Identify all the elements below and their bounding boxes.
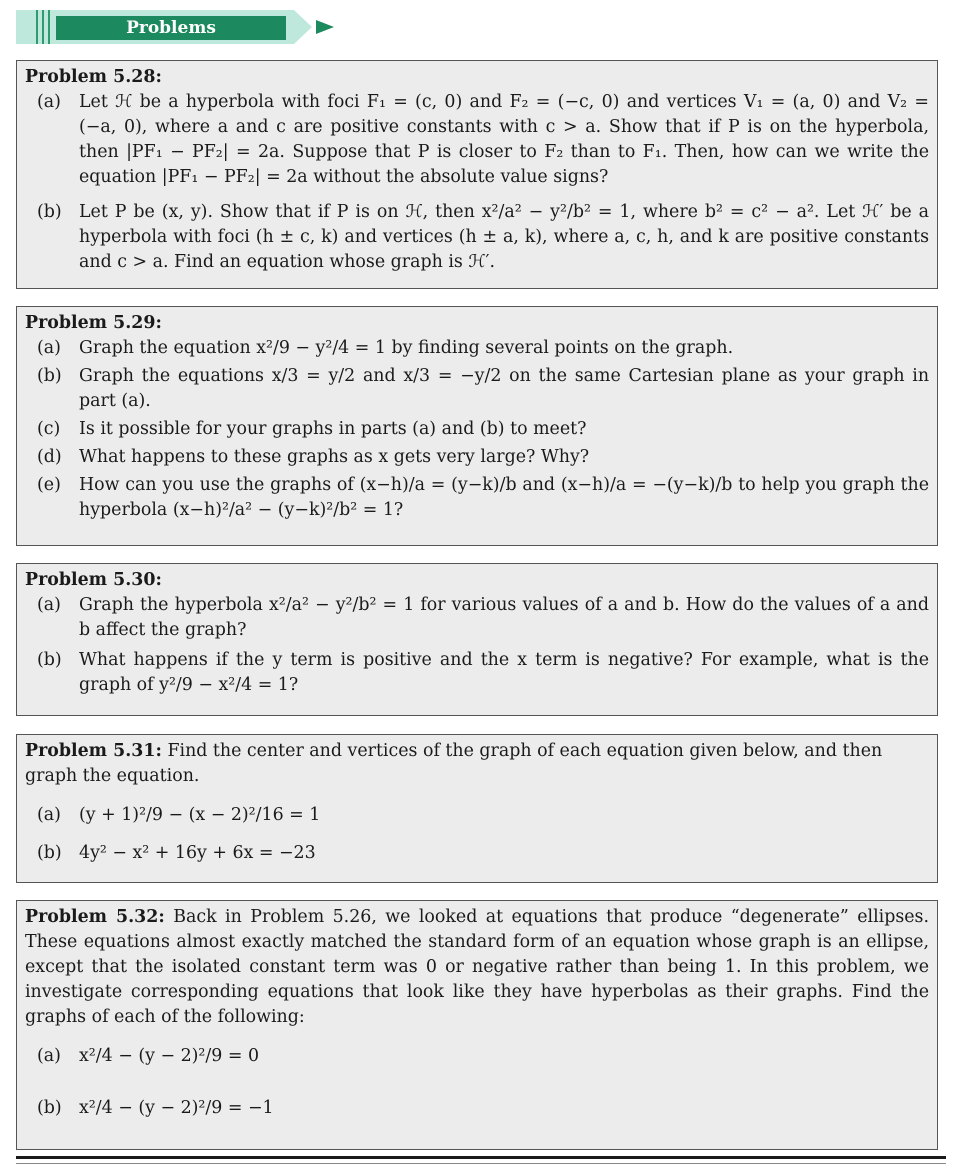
equation: (x−h)²/a² − (y−k)²/b² = 1?: [172, 500, 404, 520]
problems-banner: [16, 10, 322, 44]
text-after: to help you graph the hyperbola: [79, 475, 930, 520]
part-text: [79, 336, 929, 361]
part-label: (a): [37, 1045, 61, 1066]
bottom-rule-thin: [16, 1163, 946, 1164]
problem-part-a: [37, 90, 929, 190]
part-label: (b): [37, 650, 62, 670]
intro-text: Find the center and vertices of the graph of each equation given below, and then graph the equation.: [25, 741, 883, 786]
text-before: Graph the equations: [79, 366, 264, 386]
problem-part-a: [37, 789, 929, 841]
equation: x/3 = y/2: [271, 366, 356, 386]
equation: x²/a² − y²/b² = 1: [268, 595, 415, 615]
intro-text: Back in Problem 5.26, we looked at equations that produce “degenerate” ellipses. These equations almost exactly matched the standard form of an equation whose graph is an ellipse, except that the isolated constant term was 0 or negative rather than being 1. In this problem, we investigate corresponding equations that look like they have hyperbolas as their graphs. Find the graphs of each of the following:: [25, 907, 930, 1027]
text-after: for various values of a and b. How do the values of a and b affect the graph?: [79, 595, 929, 640]
part-text: Is it possible for your graphs in parts (a) and (b) to meet?: [79, 419, 587, 439]
text-before: What happens if the y term is positive and the x term is negative? For example, what is the graph of: [79, 650, 929, 695]
part-label: (a): [37, 338, 61, 358]
part-label: (b): [37, 843, 62, 863]
problem-5-29: [16, 306, 938, 546]
problem-part-a: [37, 336, 929, 361]
equation: x²/4 − (y − 2)²/9 = −1: [79, 1097, 274, 1118]
text-before: Let P be (x, y). Show that if P is on ℋ, then: [79, 202, 475, 222]
equation: (x−h)/a = −(y−k)/b: [560, 475, 733, 495]
bottom-rule-thick: [16, 1156, 946, 1159]
part-label: (b): [37, 202, 62, 222]
text-mid: and: [362, 366, 396, 386]
part-text: Let ℋ be a hyperbola with foci F₁ = (c, 0) and F₂ = (−c, 0) and vertices V₁ = (a, 0) and V₂ = (−a, 0), where a and c are positive constants with c > a. Show that if P is on the hyperbola, then |PF₁ − PF₂| = 2a. Suppose that P is closer to F₂ than to F₁. Then, how can we write the equation |PF₁ − PF₂| = 2a without the absolute value signs?: [79, 92, 929, 187]
problem-part-b: [37, 648, 929, 698]
equation: 4y² − x² + 16y + 6x = −23: [79, 843, 316, 863]
equation: (y + 1)²/9 − (x − 2)²/16 = 1: [79, 804, 321, 825]
part-label: (b): [37, 1097, 62, 1118]
text-before: Graph the equation: [79, 338, 251, 358]
equation: x/3 = −y/2: [403, 366, 502, 386]
problem-part-d: [37, 445, 929, 470]
part-label: (c): [37, 419, 61, 439]
problem-part-b: [37, 1082, 929, 1134]
problem-part-b: [37, 364, 929, 414]
problem-part-a: [37, 593, 929, 643]
problem-title: Problem 5.29:: [25, 313, 162, 333]
text-before: How can you use the graphs of: [79, 475, 354, 495]
equation: x²/a² − y²/b² = 1: [481, 202, 631, 222]
problem-part-c: [37, 417, 929, 442]
problem-part-b: [37, 841, 929, 866]
problem-part-e: [37, 473, 929, 523]
text-mid: and: [522, 475, 556, 495]
part-text: What happens to these graphs as x gets very large? Why?: [79, 447, 590, 467]
pencil-cone: [294, 10, 312, 44]
part-text: [79, 364, 929, 414]
problem-5-30: [16, 563, 938, 716]
part-label: (e): [37, 475, 61, 495]
part-label: (a): [37, 804, 61, 825]
problem-intro: [25, 739, 929, 789]
part-label: (a): [37, 595, 61, 615]
equation: x²/9 − y²/4 = 1: [256, 338, 386, 358]
problem-5-32: [16, 900, 938, 1150]
problem-title: Problem 5.31:: [25, 741, 162, 761]
equation: y²/9 − x²/4 = 1?: [159, 675, 299, 695]
problem-part-a: [37, 1030, 929, 1082]
text-after: on the same Cartesian plane as your graph in part (a).: [79, 366, 930, 411]
text-before: Graph the hyperbola: [79, 595, 263, 615]
part-text: [79, 648, 929, 698]
problem-5-31: [16, 734, 938, 883]
part-text: [79, 473, 929, 523]
problem-title: Problem 5.30:: [25, 570, 162, 590]
problem-title: Problem 5.32:: [25, 907, 165, 927]
problem-title: Problem 5.28:: [25, 67, 162, 87]
part-label: (a): [37, 92, 61, 112]
part-text: [79, 200, 929, 275]
problem-part-b: [37, 200, 929, 275]
problem-intro: [25, 905, 929, 1030]
part-label: (d): [37, 447, 62, 467]
equation: x²/4 − (y − 2)²/9 = 0: [79, 1045, 260, 1066]
pencil-tip-icon: [316, 20, 334, 34]
banner-title: Problems: [126, 18, 216, 38]
text-after: , where b² = c² − a². Let ℋ′ be a hyperbola with foci (h ± c, k) and vertices (h ± a, k), where a, c, h, and k are positive constants and c > a. Find an equation whose graph is ℋ′.: [79, 202, 929, 272]
part-label: (b): [37, 366, 62, 386]
problem-5-28: [16, 60, 938, 289]
part-text: [79, 593, 929, 643]
equation: (x−h)/a = (y−k)/b: [359, 475, 517, 495]
text-after: by finding several points on the graph.: [391, 338, 734, 358]
